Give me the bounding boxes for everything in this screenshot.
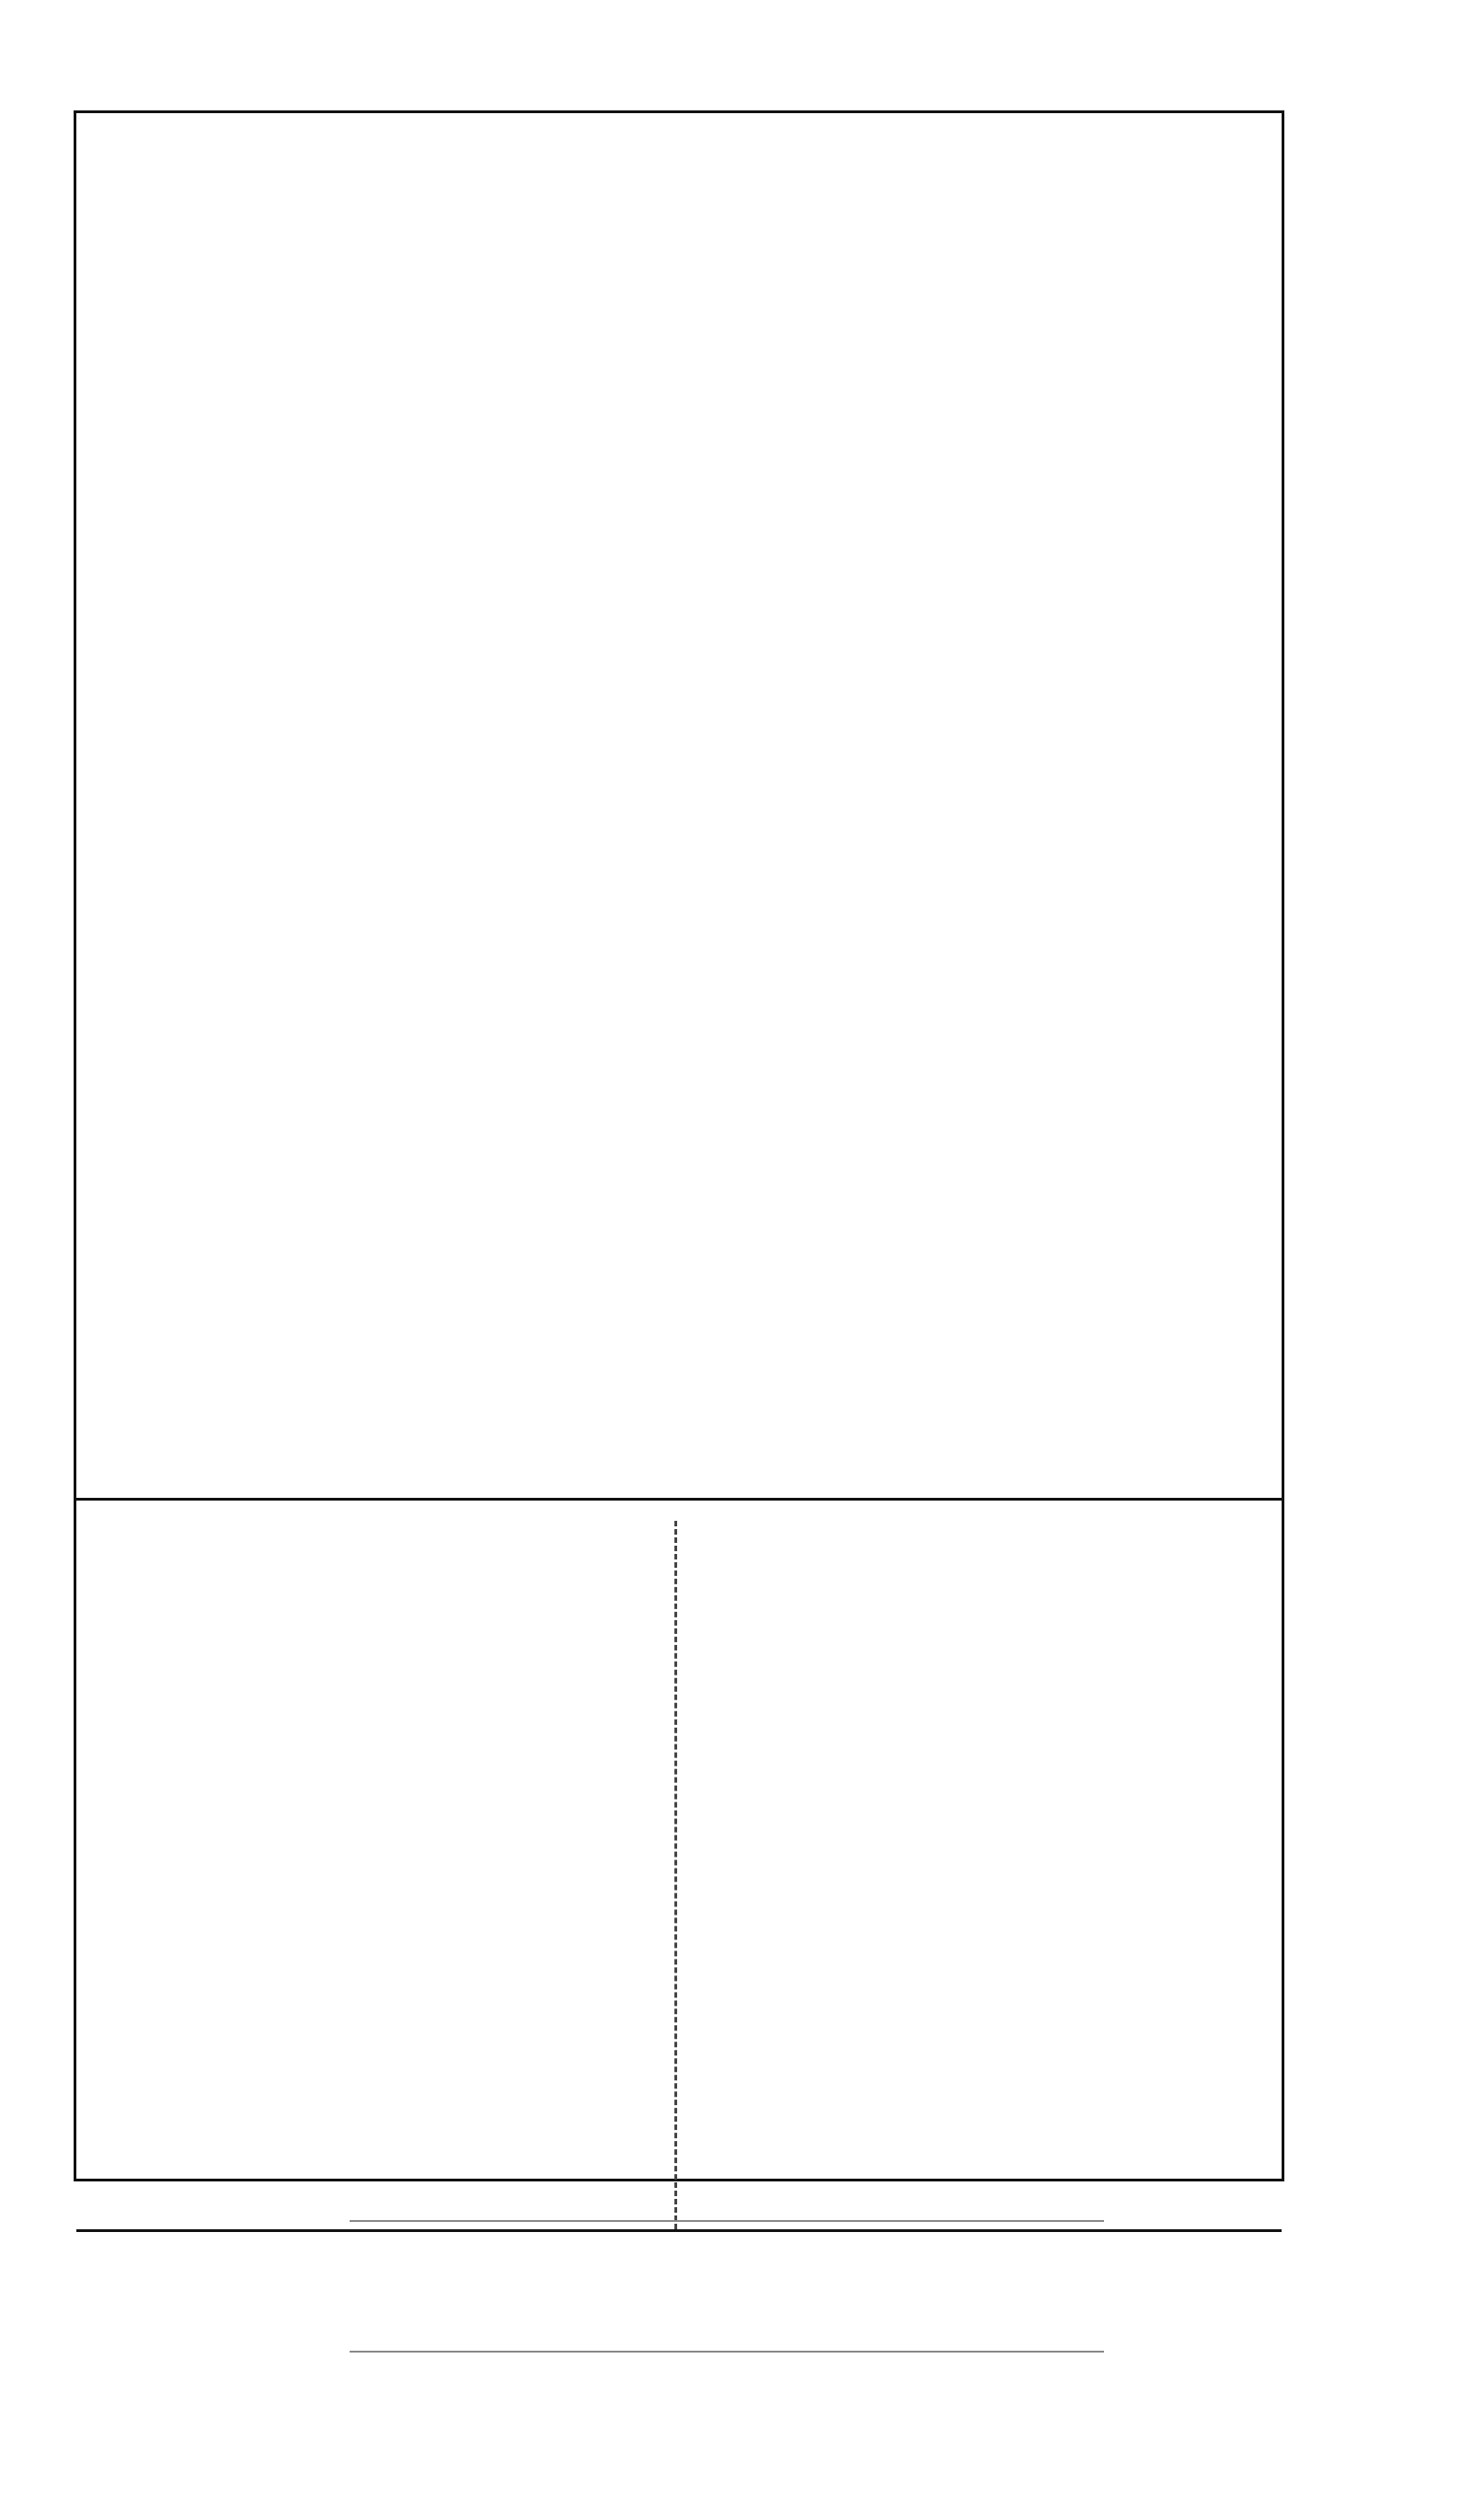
masthead [76, 1530, 674, 2229]
column-divider [674, 1521, 677, 2229]
printer-note [74, 2213, 1279, 2351]
subscription-info [679, 1530, 1282, 2229]
page-frame [74, 110, 1284, 2181]
divider [76, 1498, 1282, 1501]
